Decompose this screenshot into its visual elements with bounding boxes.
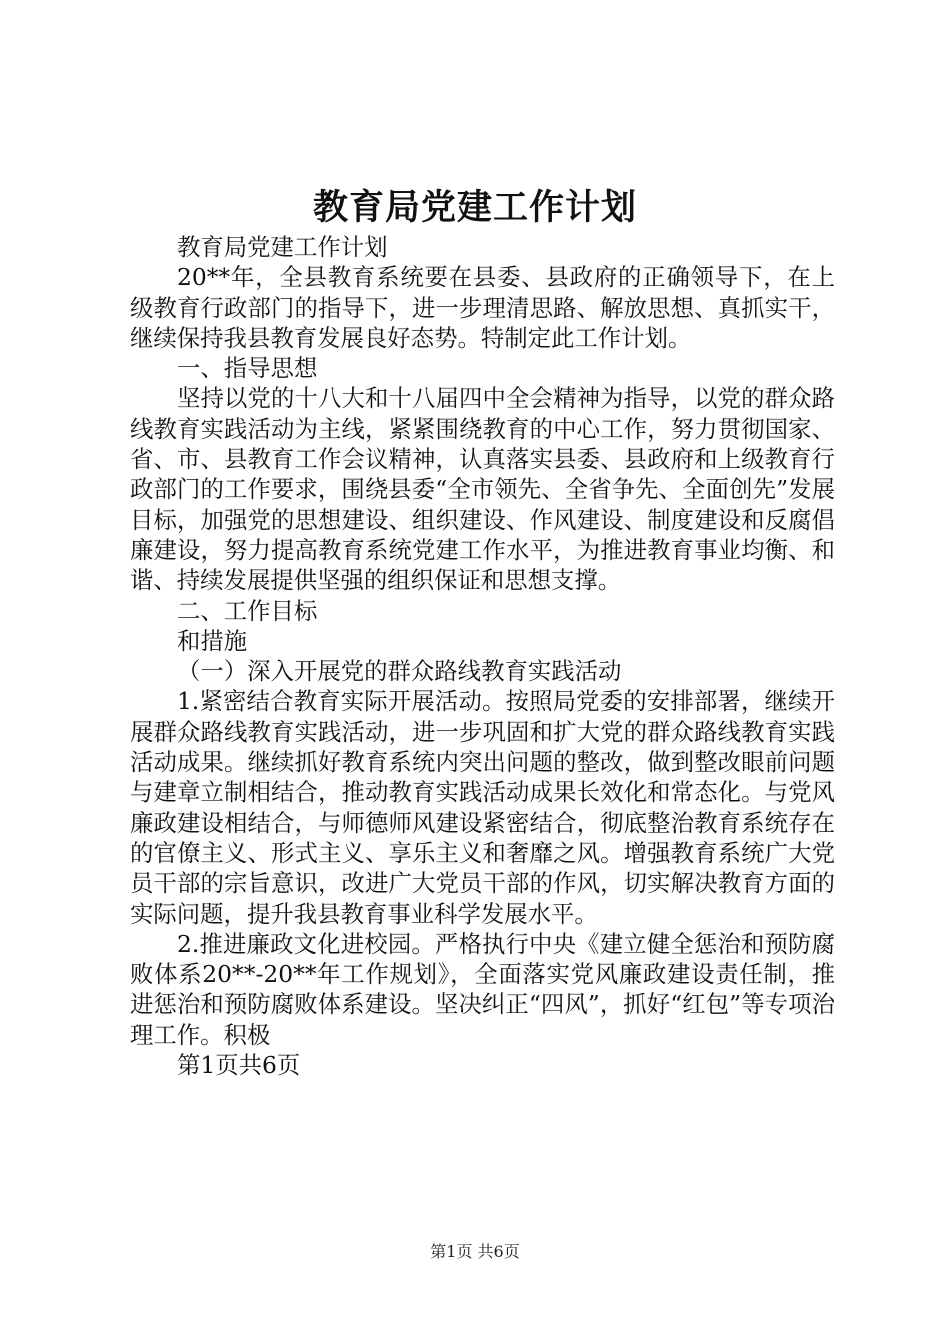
body-paragraph: 教育局党建工作计划 [177,233,388,261]
document-title: 教育局党建工作计划 [312,187,637,228]
subsection-heading: （一）深入开展党的群众路线教育实践活动 [177,657,622,686]
body-paragraph: 1.紧密结合教育实际开展活动。按照局党委的安排部署，继续开展群众路线教育实践活动，进一步巩固和扩大党的群众路线教育实践活动成果。继续抓好教育系统内突出问题的整改，做到整改眼前问题与建章立制相结合，推动教育实践活动成果长效化和常态化。与党风廉政建设相结合，与师德师风建设紧密结合，彻底整治教育系统存在的官僚主义、形式主义、享乐主义和奢靡之风。增强教育系统广大党员干部的宗旨意识，改进广大党员干部的作风，切实解决教育方面的实际问题，提升我县教育事业科学发展水平。 [130,687,835,928]
body-paragraph: 坚持以党的十八大和十八届四中全会精神为指导，以党的群众路线教育实践活动为主线，紧紧围绕教育的中心工作，努力贯彻国家、省、市、县教育工作会议精神，认真落实县委、县政府和上级教育行政部门的工作要求，围绕县委“全市领先、全省争先、全面创先”发展目标，加强党的思想建设、组织建设、作风建设、制度建设和反腐倡廉建设，努力提高教育系统党建工作水平，为推进教育事业均衡、和谐、持续发展提供坚强的组织保证和思想支撑。 [130,384,835,595]
section-heading: 一、指导思想 [177,354,318,383]
document-body [130,232,835,1080]
inline-page-number: 第1页共6页 [177,1051,301,1080]
page-footer: 第1页 共6页 [430,1242,520,1261]
body-paragraph: 2.推进廉政文化进校园。严格执行中央《建立健全惩治和预防腐败体系20**-20**年工作规划》，全面落实党风廉政建设责任制，推进惩治和预防腐败体系建设。坚决纠正“四风”，抓好“红包”等专项治理工作。积极 [130,929,835,1049]
section-heading: 和措施 [177,626,248,655]
body-paragraph: 20**年，全县教育系统要在县委、县政府的正确领导下，在上级教育行政部门的指导下，进一步理清思路、解放思想、真抓实干，继续保持我县教育发展良好态势。特制定此工作计划。 [130,263,835,352]
section-heading: 二、工作目标 [177,596,318,625]
